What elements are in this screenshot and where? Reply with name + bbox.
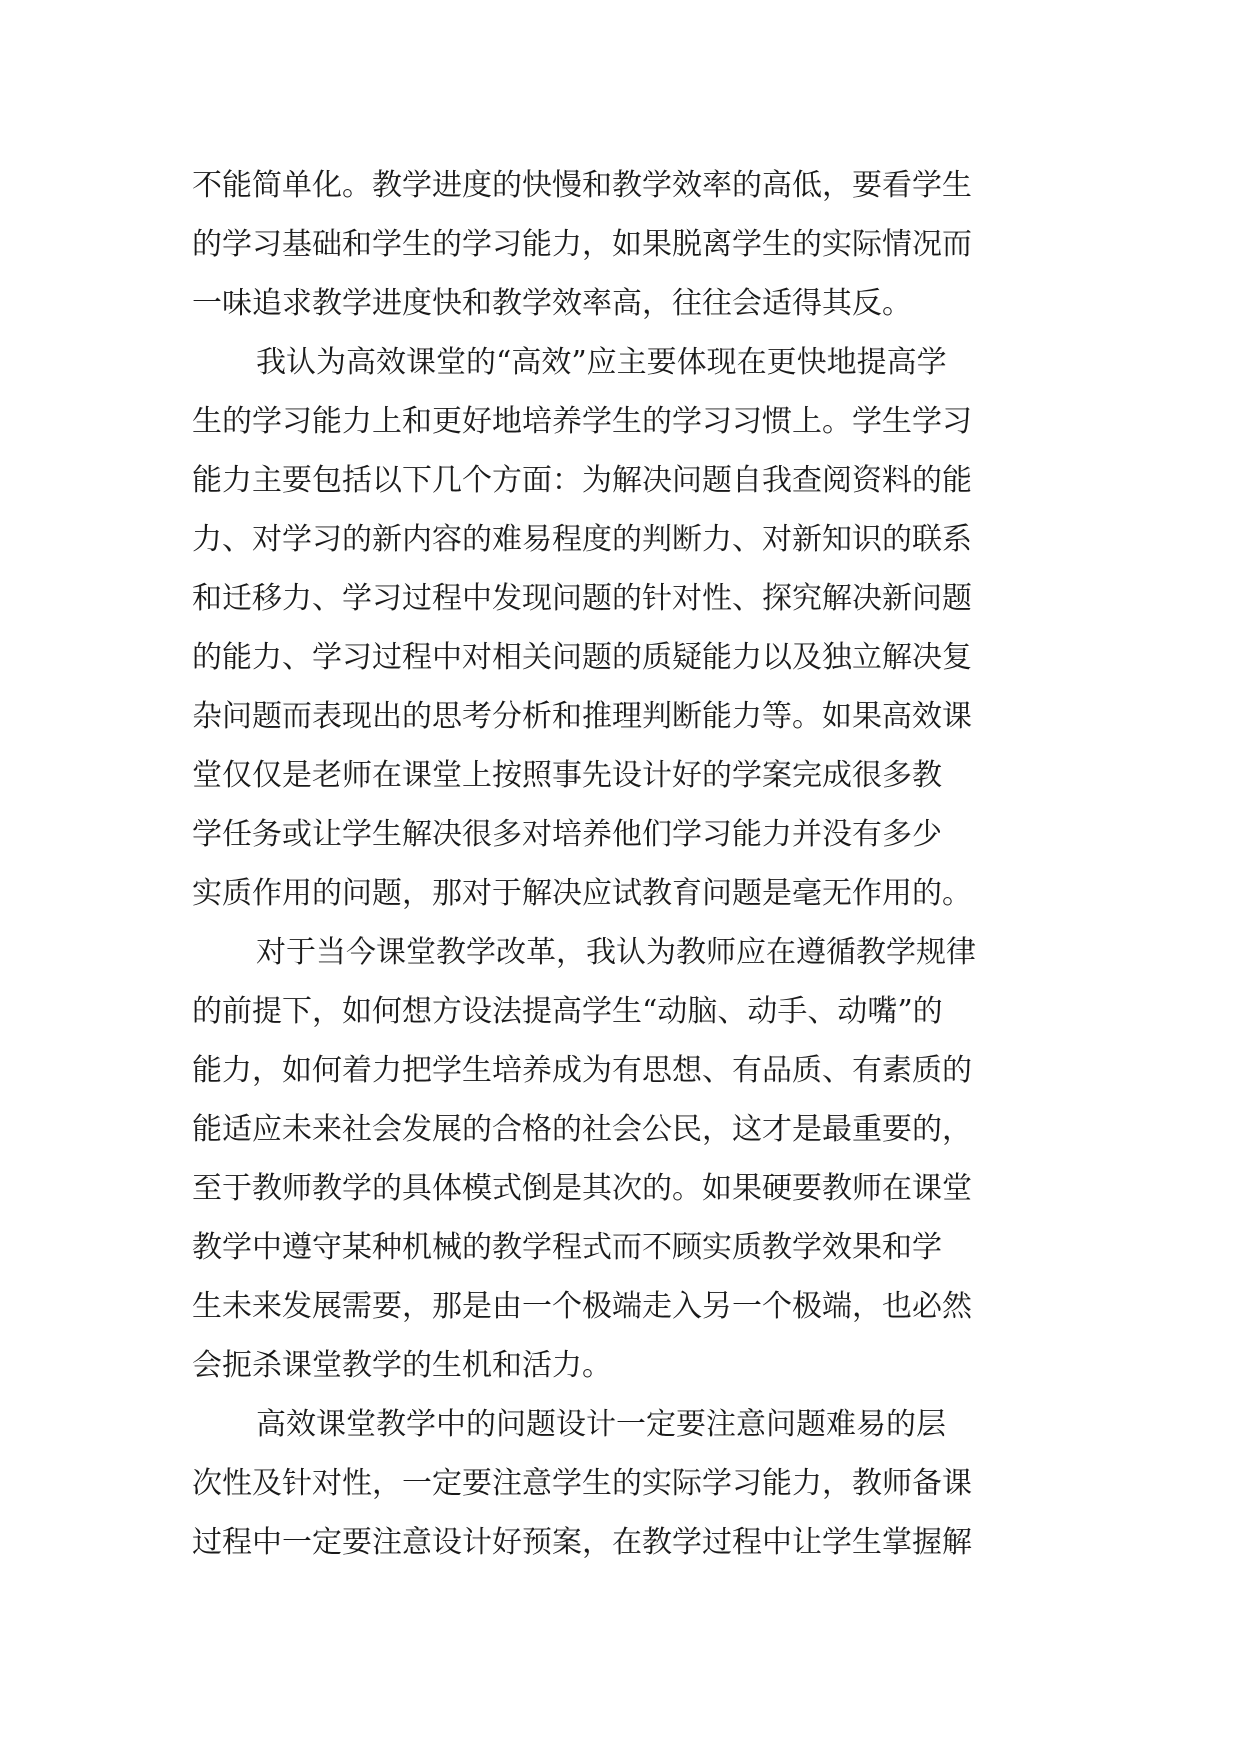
text-line: 一味追求教学进度快和教学效率高，往往会适得其反。 xyxy=(192,286,912,321)
text-line: 不能简单化。教学进度的快慢和教学效率的高低，要看学生 xyxy=(192,168,972,203)
text-line: 教学中遵守某种机械的教学程式而不顾实质教学效果和学 xyxy=(192,1230,942,1265)
text-line: 能力，如何着力把学生培养成为有思想、有品质、有素质的 xyxy=(192,1053,972,1088)
text-line: 力、对学习的新内容的难易程度的判断力、对新知识的联系 xyxy=(192,522,972,557)
text-line: 杂问题而表现出的思考分析和推理判断能力等。如果高效课 xyxy=(192,699,972,734)
text-line: 的能力、学习过程中对相关问题的质疑能力以及独立解决复 xyxy=(192,640,972,675)
paragraph-first-line: 对于当今课堂教学改革，我认为教师应在遵循教学规律 xyxy=(256,935,976,970)
text-line: 的前提下，如何想方设法提高学生“动脑、动手、动嘴”的 xyxy=(192,994,943,1029)
paragraph-first-line: 我认为高效课堂的“高效”应主要体现在更快地提高学 xyxy=(256,345,947,380)
text-line: 和迁移力、学习过程中发现问题的针对性、探究解决新问题 xyxy=(192,581,972,616)
text-line: 的学习基础和学生的学习能力，如果脱离学生的实际情况而 xyxy=(192,227,972,262)
text-line: 堂仅仅是老师在课堂上按照事先设计好的学案完成很多教 xyxy=(192,758,942,793)
text-line: 过程中一定要注意设计好预案，在教学过程中让学生掌握解 xyxy=(192,1525,972,1560)
text-line: 会扼杀课堂教学的生机和活力。 xyxy=(192,1348,612,1383)
text-line: 生的学习能力上和更好地培养学生的学习习惯上。学生学习 xyxy=(192,404,972,439)
body-text xyxy=(192,156,1072,1572)
text-line: 能适应未来社会发展的合格的社会公民，这才是最重要的， xyxy=(192,1112,972,1147)
text-line: 能力主要包括以下几个方面：为解决问题自我查阅资料的能 xyxy=(192,463,972,498)
text-line: 学任务或让学生解决很多对培养他们学习能力并没有多少 xyxy=(192,817,942,852)
text-line: 实质作用的问题，那对于解决应试教育问题是毫无作用的。 xyxy=(192,876,972,911)
paragraph-first-line: 高效课堂教学中的问题设计一定要注意问题难易的层 xyxy=(256,1407,946,1442)
text-line: 生未来发展需要，那是由一个极端走入另一个极端，也必然 xyxy=(192,1289,972,1324)
text-line: 次性及针对性，一定要注意学生的实际学习能力，教师备课 xyxy=(192,1466,972,1501)
text-line: 至于教师教学的具体模式倒是其次的。如果硬要教师在课堂 xyxy=(192,1171,972,1206)
